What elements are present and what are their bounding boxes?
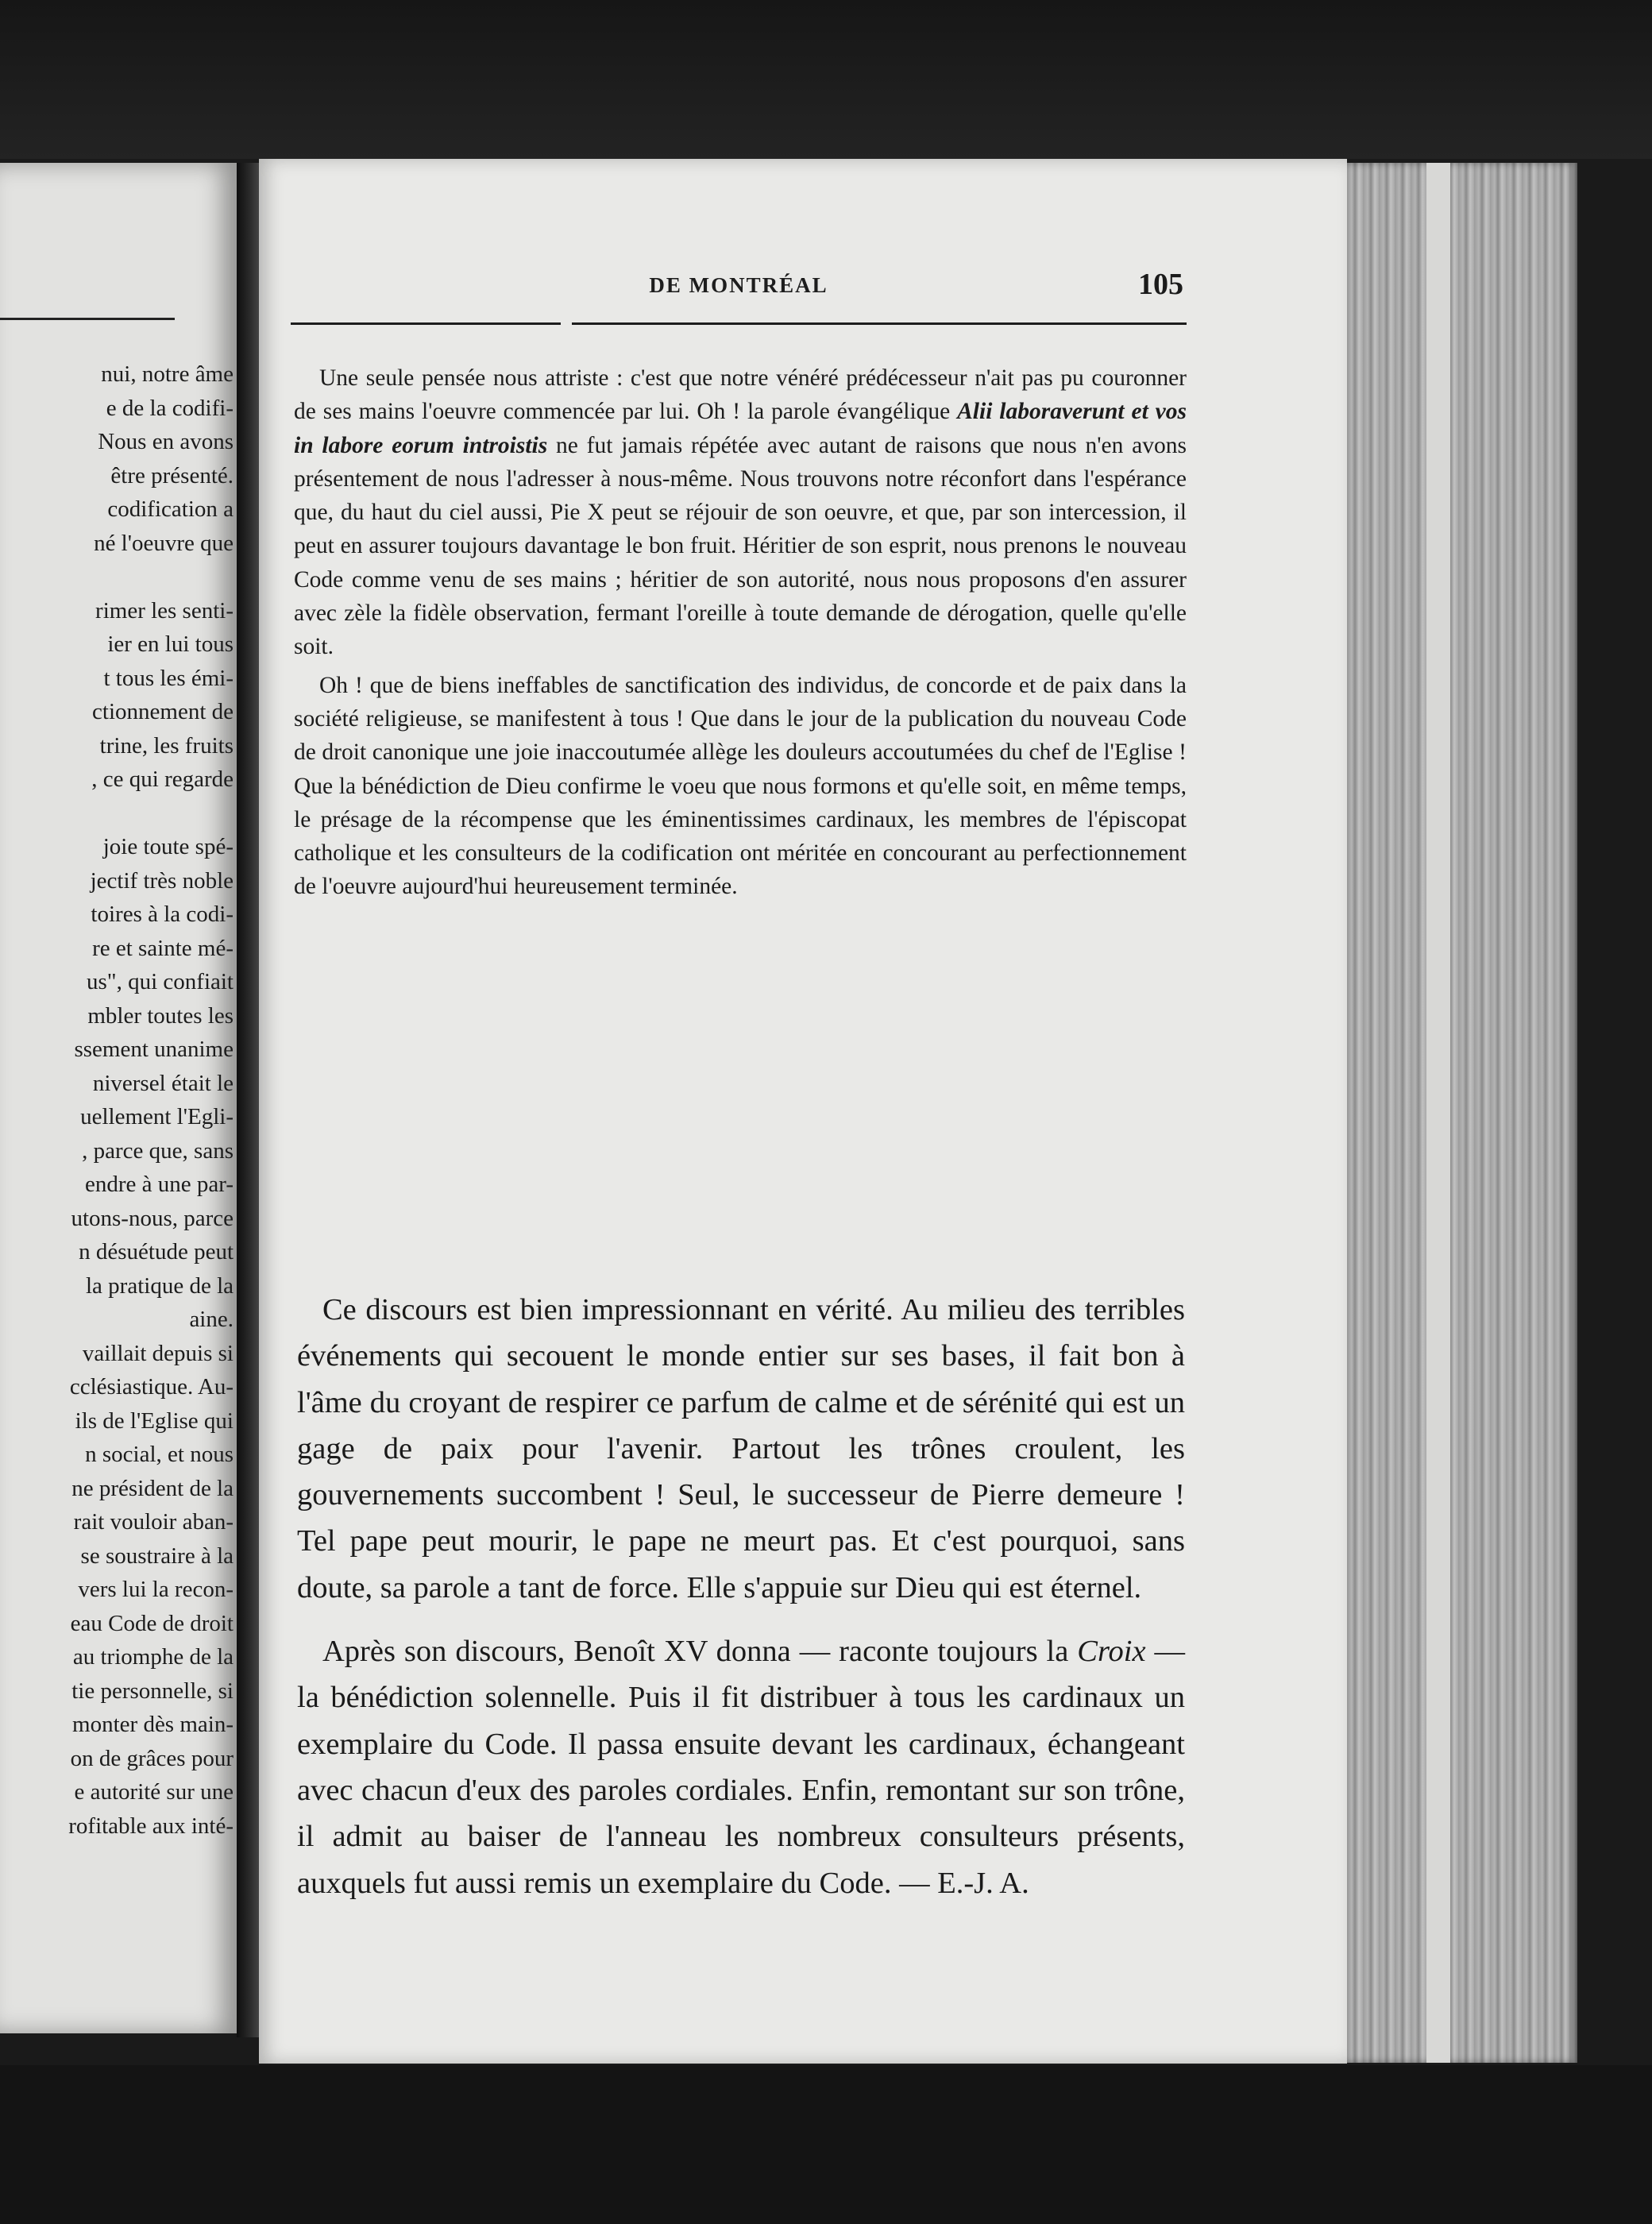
previous-page-line: ier en lui tous <box>107 631 234 657</box>
previous-page-line <box>0 560 234 594</box>
previous-page-line: codification a <box>107 496 234 522</box>
previous-page-line: us", qui confiait <box>86 969 234 994</box>
body-p2-text-b: — la bénédiction solennelle. Puis il fit distribuer à tous les cardinaux un exemplaire du Code. Il passa ensuite devant les cardinaux, échangeant avec chacun d'eux des paroles cordiales. Enfin, remontant sur son trône, il admit au baiser de l'anneau les nombreux consulteurs présents, auxquels fut aussi remis un exemplaire du Code. — E.-J. A. <box>297 1635 1186 1900</box>
body-paragraph-1: Ce discours est bien impressionnant en vérité. Au milieu des terribles événements qui secouent le monde entier sur ses bases, il fait bon à l'âme du croyant de respirer ce parfum de calme et de sérénité qui est un gage de paix pour l'avenir. Partout les trônes croulent, les gouvernements succombent ! Seul, le successeur de Pierre demeure ! Tel pape peut mourir, le pape ne meurt pas. Et c'est pourquoi, sans doute, sa parole a tant de force. Elle s'appuie sur Dieu qui est éternel. <box>297 1293 1185 1604</box>
book-gutter <box>237 163 259 2037</box>
previous-page-line: Nous en avons <box>98 429 234 454</box>
previous-page-line: n désuétude peut <box>79 1239 234 1265</box>
previous-page-line: joie toute spé- <box>102 834 234 859</box>
previous-page-line: aine. <box>189 1307 234 1332</box>
previous-page-line: rimer les senti- <box>95 597 234 624</box>
quote-p1-text-a: Une seule pensée nous attriste : c'est que notre vénéré prédécesseur n'ait pas pu couronner de ses mains l'oeuvre commencée par lui. Oh ! la parole évangélique <box>294 365 1187 425</box>
page-number: 105 <box>1138 268 1183 301</box>
previous-page-line: on de grâces pour <box>70 1745 234 1771</box>
previous-page-head-rule <box>0 318 175 320</box>
body-paragraph-2 <box>297 1628 1185 1906</box>
body-p2-text-a: Après son discours, Benoît XV donna — raconte toujours la <box>322 1635 1078 1669</box>
previous-page-line: cclésiastique. Au- <box>69 1374 234 1400</box>
previous-page-line: mbler toutes les <box>87 1002 234 1029</box>
previous-page-line: t tous les émi- <box>103 665 234 691</box>
page-105 <box>259 159 1347 2064</box>
previous-page-line: e autorité sur une <box>74 1779 234 1805</box>
quote-paragraph-2: Oh ! que de biens ineffables de sanctification des individus, de concorde et de paix dans la société religieuse, se manifestent à tous ! Que dans le jour de la publication du nouveau Code de droit canonique une joie inaccoutumée allège les douleurs accoutumées du chef de l'Eglise ! Que la bénédiction de Dieu confirme le voeu que nous formons et qu'elle soit, en même temps, le présage de la récompense que les éminentissimes cardinaux, les membres de l'épiscopat catholique et les consulteurs de la codification ont méritée en concourant au perfectionnement de l'oeuvre aujourd'hui heureusement terminée. <box>294 672 1187 900</box>
previous-page-line: , ce qui regarde <box>91 766 234 792</box>
croix-title: Croix <box>1077 1635 1146 1669</box>
scan-backdrop-bottom <box>0 2065 1652 2224</box>
previous-page-line: niversel était le <box>92 1070 234 1096</box>
latin-citation: Alii laboraverunt et vos in labore eorum introistis <box>294 399 1187 458</box>
previous-page-line: endre à une par- <box>85 1172 234 1197</box>
previous-page-line: nui, notre âme <box>101 361 234 387</box>
previous-page-line: ils de l'Eglise qui <box>75 1407 234 1434</box>
previous-page-line: toires à la codi- <box>91 902 234 927</box>
running-title: DE MONTRÉAL <box>649 273 828 297</box>
previous-page-line: monter dès main- <box>72 1712 234 1737</box>
previous-page-line: rofitable aux inté- <box>68 1813 234 1839</box>
previous-page-line <box>0 797 234 831</box>
quote-p1-text-b: ne fut jamais répétée avec autant de raisons que nous n'en avons présentement de nous l'adresser à nous-même. Nous trouvons notre réconfort dans l'espérance que, du haut du ciel aussi, Pie X peut se réjouir de son oeuvre, et que, par son intercession, il peut en assurer toujours davantage le bon fruit. Héritier de son esprit, nous prenons le nouveau Code comme venu de ses mains ; héritier de son autorité, nous nous proposons d'en assurer avec zèle la fidèle observation, fermant l'oreille à toute demande de dérogation, quelle qu'elle soit. <box>294 432 1187 660</box>
previous-page-line: trine, les fruits <box>99 732 234 759</box>
article-body <box>297 1287 1185 1906</box>
quote-paragraph-1 <box>294 361 1187 664</box>
running-head <box>294 264 1183 311</box>
previous-page-line: vers lui la recon- <box>78 1577 234 1602</box>
header-rule <box>291 322 1187 325</box>
previous-page-line: ne président de la <box>71 1475 234 1501</box>
previous-page-line: vaillait depuis si <box>82 1340 234 1366</box>
previous-page-line: rait vouloir aban- <box>73 1509 234 1535</box>
previous-page-line: être présenté. <box>110 462 234 488</box>
previous-page <box>0 163 237 2033</box>
previous-page-text <box>0 357 234 1843</box>
scan-backdrop-top <box>0 0 1652 159</box>
quoted-allocution <box>294 361 1187 904</box>
previous-page-line: re et sainte mé- <box>92 935 234 961</box>
previous-page-line: jectif très noble <box>90 867 234 894</box>
previous-page-line: utons-nous, parce <box>71 1205 234 1231</box>
previous-page-line: tie personnelle, si <box>71 1678 234 1704</box>
previous-page-line: n social, et nous <box>85 1442 234 1467</box>
previous-page-line: ssement unanime <box>74 1037 234 1062</box>
previous-page-line: uellement l'Egli- <box>80 1104 234 1129</box>
previous-page-line: au triomphe de la <box>72 1644 234 1670</box>
previous-page-line: ctionnement de <box>92 699 234 724</box>
previous-page-line: eau Code de droit <box>70 1610 234 1636</box>
previous-page-line: né l'oeuvre que <box>94 530 234 556</box>
previous-page-line: la pratique de la <box>86 1272 234 1299</box>
book-fore-edge <box>1347 163 1577 2063</box>
previous-page-line: , parce que, sans <box>82 1137 234 1164</box>
fore-edge-highlight <box>1426 163 1450 2063</box>
previous-page-line: e de la codifi- <box>106 395 234 421</box>
previous-page-line: se soustraire à la <box>80 1543 234 1569</box>
